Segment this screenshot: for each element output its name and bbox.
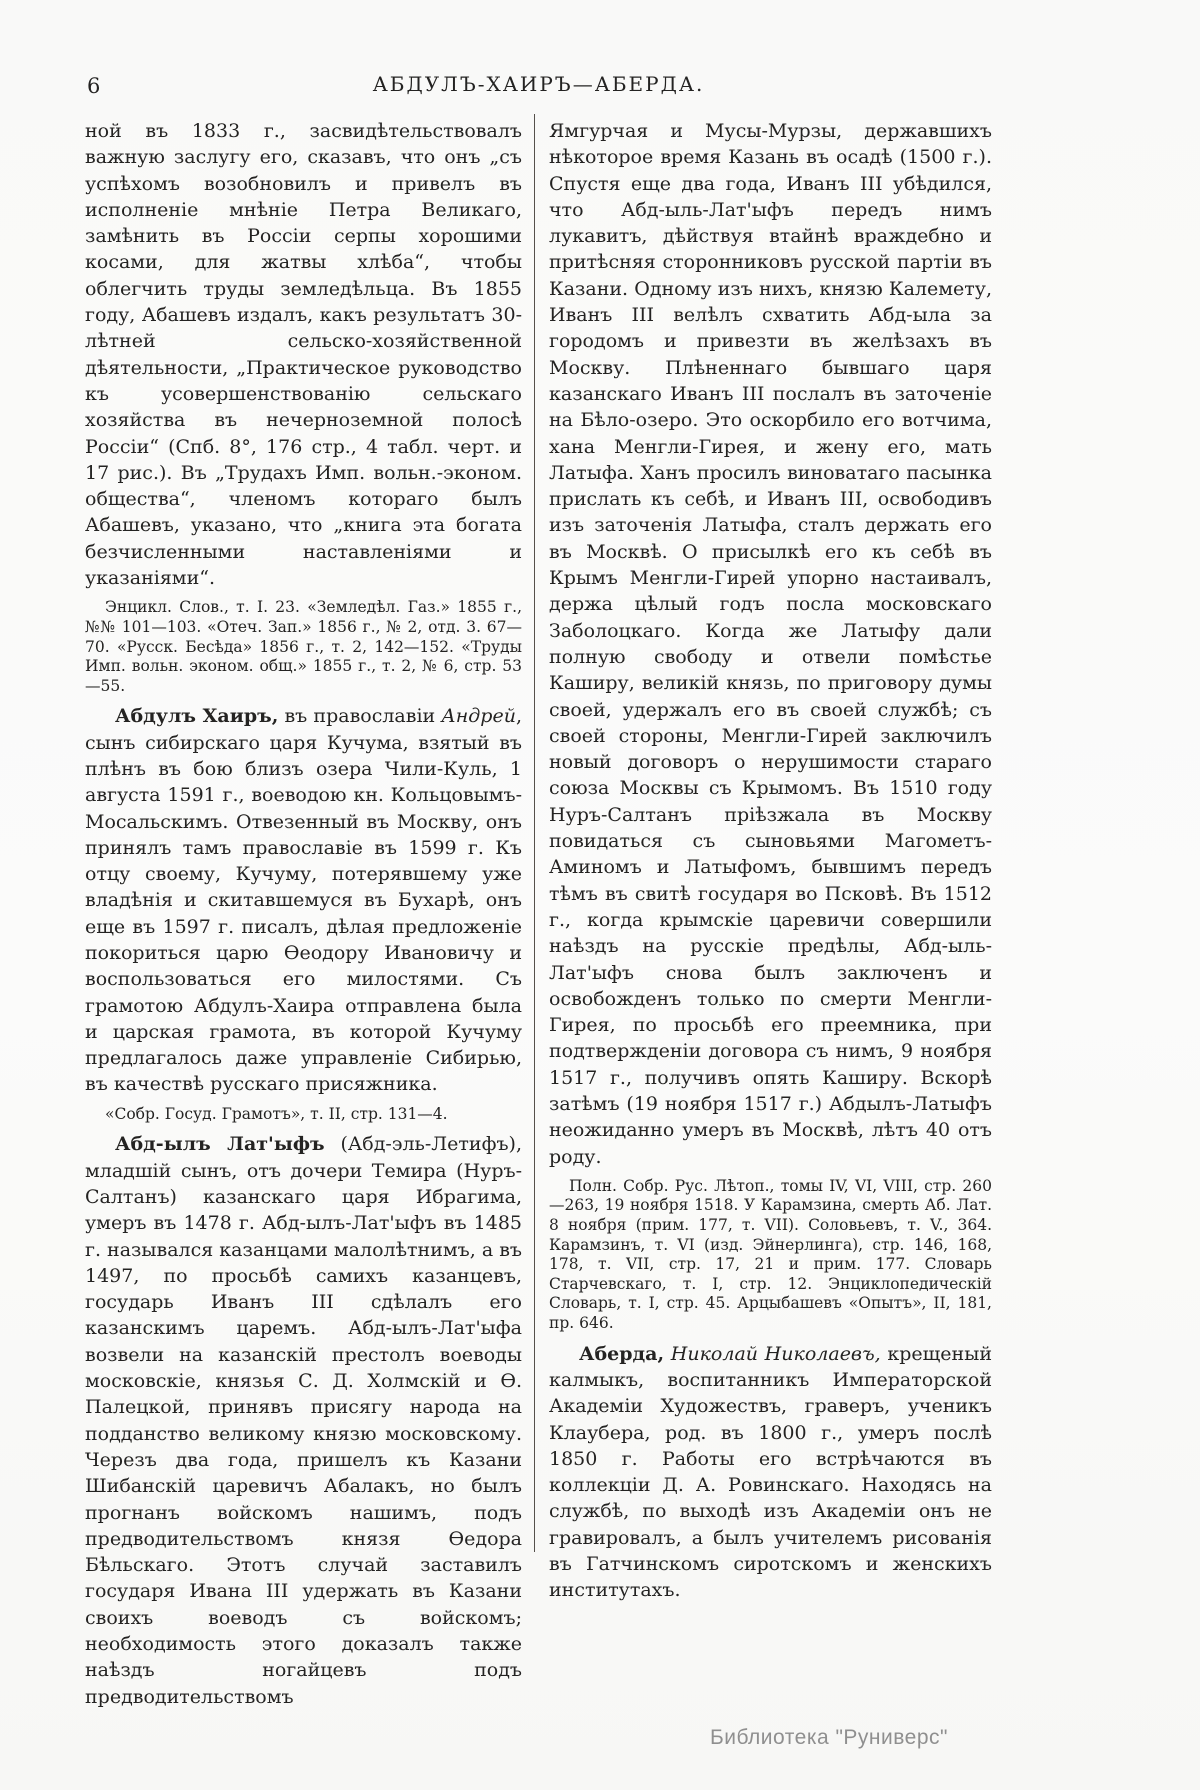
entry-body-text: , сынъ сибирскаго царя Кучума, взятый въ плѣнъ въ бою близъ озера Чили-Куль, 1 августа 1591 г., воеводою кн. Кольцовымъ-Мосальскимъ. Отвезенный въ Москву, онъ принялъ тамъ православіе въ 1599 г. Къ отцу своему, Кучуму, потерявшему уже владѣнія и скитавшемуся въ Бухарѣ, онъ еще въ 1597 г. писалъ, дѣлая предложеніе покориться царю Ѳеодору Ивановичу и воспользоваться его милостями. Съ грамотою Абдулъ-Хаира отправлена была и царская грамота, въ которой Кучуму предлагалось даже управленіе Сибирью, въ качествѣ русскаго присяжника. bbox=[85, 705, 522, 1096]
right-column bbox=[549, 118, 992, 1604]
entry-headword: Абд-ылъ Лат'ыфъ bbox=[115, 1133, 325, 1156]
entry-body-text: (Абд-эль-Летифъ), младшій сынъ, отъ дочери Темира (Нуръ-Салтанъ) казанскаго царя Ибрагима, умеръ въ 1478 г. Абд-ылъ-Лат'ыфъ въ 1485 г. назывался казанцами малолѣтнимъ, а въ 1497, по просьбѣ самихъ казанцевъ, государь Иванъ III сдѣлалъ его казанскимъ царемъ. Абд-ылъ-Лат'ыфа возвели на казанскій престолъ воеводы московскіе, князья С. Д. Холмскій и Ѳ. Палецкой, принявъ присягу народа на подданство великому князю московскому. Черезъ два года, пришелъ къ Казани Шибанскій царевичъ Абалакъ, но былъ прогнанъ войскомъ нашимъ, подъ предводительствомъ князя Ѳедора Бѣльскаго. Этотъ случай заставилъ государя Ивана III удержать въ Казани своихъ воеводъ съ войскомъ; необходимость этого доказалъ также наѣздъ ногайцевъ подъ предводительствомъ bbox=[85, 1133, 522, 1708]
continuation-paragraph-latyf: Ямгурчая и Мусы-Мурзы, державшихъ нѣкоторое время Казань въ осадѣ (1500 г.). Спустя еще два года, Иванъ III убѣдился, что Абд-ыль-Лат'ыфъ передъ нимъ лукавитъ, дѣйствуя втайнѣ враждебно и притѣсняя сторонниковъ русской партіи въ Казани. Одному изъ нихъ, князю Калемету, Иванъ III велѣлъ схватить Абд-ыла за городомъ и привезти въ желѣзахъ въ Москву. Плѣненнаго бывшаго царя казанскаго Иванъ III послалъ въ заточеніе на Бѣло-озеро. Это оскорбило его вотчима, хана Менгли-Гирея, и жену его, мать Латыфа. Ханъ просилъ виноватаго пасынка прислать къ себѣ, и Иванъ III, освободивъ изъ заточенія Латыфа, сталъ держать его въ Москвѣ. О присылкѣ его къ себѣ въ Крымъ Менгли-Гирей упорно настаивалъ, держа цѣлый годъ посла московскаго Заболоцкаго. Когда же Латыфу дали полную свободу и отвели помѣстье Каширу, великій князь, по приговору думы своей, удержалъ его въ своей службѣ; съ своей стороны, Менгли-Гирей заключилъ новый договоръ о нерушимости стараго союза Москвы съ Крымомъ. Въ 1510 году Нуръ-Салтанъ пріѣзжала въ Москву повидаться съ сыновьями Магометъ-Аминомъ и Латыфомъ, бывшимъ передъ тѣмъ въ свитѣ государя во Псковѣ. Въ 1512 г., когда крымскіе царевичи совершили наѣздъ на русскіе предѣлы, Абд-ыль-Лат'ыфъ снова былъ заключенъ и освобожденъ только по смерти Менгли-Гирея, по просьбѣ его преемника, при подтвержденіи договора съ нимъ, 9 ноября 1517 г., получивъ опять Каширу. Вскорѣ затѣмъ (19 ноября 1517 г.) Абдылъ-Латыфъ неожиданно умеръ въ Москвѣ, лѣтъ 40 отъ роду. bbox=[549, 120, 992, 1168]
page-number: 6 bbox=[87, 74, 101, 98]
column-divider-rule bbox=[534, 114, 535, 1552]
entry-aberda bbox=[549, 1341, 992, 1604]
entry-abdul-khair bbox=[85, 703, 522, 1097]
entry-lead-text: въ православіи bbox=[278, 705, 442, 728]
continuation-paragraph-abashev: ной въ 1833 г., засвидѣтельствовалъ важную заслугу его, сказавъ, что онъ „съ успѣхомъ возобновилъ и привелъ въ исполненіе мнѣніе Петра Великаго, замѣнить въ Россіи серпы хорошими косами, для жатвы хлѣба“, чтобы облегчить труды земледѣльца. Въ 1855 году, Абашевъ издалъ, какъ результатъ 30-лѣтней сельско-хозяйственной дѣятельности, „Практическое руководство къ усовершенствованію сельскаго хозяйства въ нечерноземной полосѣ Россіи“ (Спб. 8°, 176 стр., 4 табл. черт. и 17 рис.). Въ „Трудахъ Имп. вольн.-эконом. общества“, членомъ котораго былъ Абашевъ, указано, что „книга эта богата безчисленными наставленіями и указаніями“. bbox=[85, 120, 522, 590]
entry-headword: Аберда, bbox=[579, 1342, 665, 1365]
entry-body-text: крещеный калмыкъ, воспитанникъ Императорской Академіи Художествъ, граверъ, ученикъ Клаубера, род. въ 1800 г., умеръ послѣ 1850 г. Работы его встрѣчаются въ коллекціи Д. А. Ровинскаго. Находясь на службѣ, по выходѣ изъ Академіи онъ не гравировалъ, а былъ учителемъ рисованія въ Гатчинскомъ сиротскомъ и женскихъ институтахъ. bbox=[549, 1342, 992, 1602]
entry-person-name: Николай Николаевъ, bbox=[664, 1342, 881, 1365]
left-column bbox=[85, 118, 522, 1710]
entry-person-name: Андрей bbox=[441, 705, 516, 728]
bibliography-note: Полн. Собр. Рус. Лѣтоп., томы IV, VI, VIII, стр. 260—263, 19 ноября 1518. У Карамзина, смерть Аб. Лат. 8 ноября (прим. 177, т. VII). Соловьевъ, т. V., 364. Карамзинъ, т. VI (изд. Эйнерлинга), стр. 146, 168, 178, т. VII, стр. 17, 21 и прим. 177. Словарь Старчевскаго, т. I, стр. 12. Энциклопедическій Словарь, т. I, стр. 45. Арцыбашевъ «Опытъ», II, 181, пр. 646. bbox=[549, 1176, 992, 1333]
entry-headword: Абдулъ Хаиръ, bbox=[115, 705, 279, 728]
bibliography-note: Энцикл. Слов., т. I. 23. «Земледѣл. Газ.» 1855 г., №№ 101—103. «Отеч. Зап.» 1856 г., № 2, отд. 3. 67—70. «Русск. Бесѣда» 1856 г., т. 2, 142—152. «Труды Имп. вольн. эконом. общ.» 1855 г., т. 2, № 6, стр. 53—55. bbox=[85, 598, 522, 695]
page-header bbox=[85, 72, 992, 102]
bibliography-note: «Собр. Госуд. Грамотъ», т. II, стр. 131—4. bbox=[105, 1104, 448, 1123]
library-watermark: Библиотека "Руниверс" bbox=[709, 1726, 948, 1749]
running-head-title: АБДУЛЪ-ХАИРЪ—АБЕРДА. bbox=[372, 72, 705, 96]
entry-abd-yl-latyf bbox=[85, 1131, 522, 1710]
